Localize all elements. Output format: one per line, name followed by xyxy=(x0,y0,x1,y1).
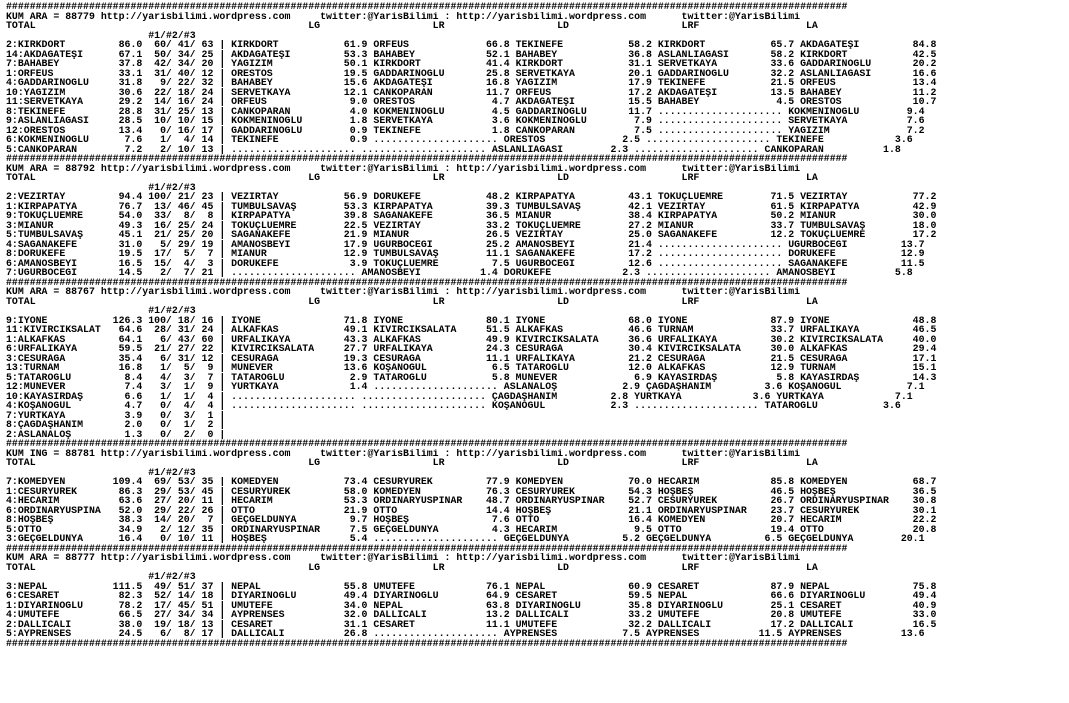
report-line: ############################################################################################################################################## xyxy=(6,439,848,449)
report-line: 13:TURNAM 16.8 1/ 5/ 9 | MÜNEVER 13.6 KOŞANOĞUL 6.5 TATAROĞLU 12.0 ALKAFKAS 12.9 TURNAM 15.1 xyxy=(6,363,937,373)
report-line: 10:KAYASIRDAŞ 6.6 1/ 1/ 4 | ..................... ..................... ÇAĞDAŞHANIM 2.8 YURTKAYA 3.6 YURTKAYA 7.1 xyxy=(6,391,913,401)
report-line: 2:KIRKDÖRT 86.0 60/ 41/ 63 | KIRKDÖRT 61.9 ORFEUS 66.8 TEKİNEFE 58.2 KIRKDÖRT 65.7 AKDAĞATEŞİ 84.8 xyxy=(6,40,937,50)
report-line: #1/#2/#3 xyxy=(6,572,196,582)
report-line: KUM ARA = 88767 http://yarisbilimi.wordpress.com twitter:@YarisBilimi : http://yarisbilimi.wordpress.com twitter:@YarisBilimi xyxy=(6,287,801,297)
report-line: 1:DİYARINOĞLU 78.2 17/ 45/ 51 | UMUTEFE 34.0 NEPAL 63.8 DİYARINOĞLU 35.8 DİYARINOĞLU 25.1 CESARET 40.9 xyxy=(6,600,937,610)
report-line: 7:BAHABEY 37.8 42/ 34/ 20 | YAĞIZIM 50.1 KIRKDÖRT 41.4 KIRKDÖRT 31.1 SERVETKAYA 33.6 GADDARINOĞLU 20.2 xyxy=(6,59,937,69)
report-line: 6:AMANOSBEYİ 16.5 15/ 4/ 3 | DORUKEFE 3.9 TOKUÇLUEMRE 7.5 UĞURBÖCEĞİ 12.6 ..................... SAĞANAKEFE 11.5 xyxy=(6,258,925,268)
report-line: 12:MÜNEVER 7.4 3/ 1/ 9 | YURTKAYA 1.4 ..................... ASLANALOŞ 2.9 ÇAĞDAŞHANIM 3.6 KOŞANOĞUL 7.1 xyxy=(6,382,925,392)
report-line: 14:AKDAĞATEŞİ 67.1 50/ 34/ 25 | AKDAĞATEŞİ 53.3 BAHABEY 52.1 BAHABEY 36.8 ASLANLIAĞASI 58.2 KIRKDÖRT 42.5 xyxy=(6,49,937,59)
report-line: 6:KÖKMENİNOĞLU 7.6 1/ 4/ 14 | TEKİNEFE 0.9 ..................... ORESTOS 2.5 ..................... TEKİNEFE 3.6 xyxy=(6,135,913,145)
report-line: TOTAL LG LR LD LRF LA xyxy=(6,562,818,572)
report-line: TOTAL LG LR LD LRF LA xyxy=(6,173,818,183)
report-line: 4:SAĞANAKEFE 31.0 5/ 29/ 19 | AMANOSBEYİ 17.9 UĞURBÖCEĞİ 25.2 AMANOSBEYİ 21.4 ..................... UĞURBÖCEĞİ 13.7 xyxy=(6,239,925,249)
report-line: ############################################################################################################################################## xyxy=(6,277,848,287)
report-line: 4:UMUTEFE 66.5 27/ 34/ 34 | AYPRENSES 32.0 DALLICALI 13.2 DALLICALI 33.2 UMUTEFE 20.8 UMUTEFE 33.0 xyxy=(6,610,937,620)
report-line: 1:KIRPAPATYA 76.7 13/ 46/ 45 | TUMBULSAVAŞ 53.3 KIRPAPATYA 39.3 TUMBULSAVAŞ 42.1 VEZİRTAY 61.5 KIRPAPATYA 42.9 xyxy=(6,201,937,211)
report-line: 6:CESARET 82.3 52/ 14/ 18 | DİYARINOĞLU 49.4 DİYARINOĞLU 64.9 CESARET 59.5 NEPAL 66.6 DİYARINOĞLU 49.4 xyxy=(6,591,937,601)
report-line: 8:ÇAĞDAŞHANIM 2.0 0/ 1/ 2 | xyxy=(6,420,232,430)
report-line: TOTAL LG LR LD LRF LA xyxy=(6,458,818,468)
report-line: 4:GADDARINOĞLU 31.8 9/ 22/ 32 | BAHABEY 15.6 AKDAĞATEŞİ 16.8 YAĞIZIM 17.9 TEKİNEFE 21.5 ORFEUS 13.4 xyxy=(6,78,937,88)
report-line: 3:MİANUR 49.3 16/ 25/ 24 | TOKUÇLUEMRE 22.5 VEZİRTAY 33.2 TOKUÇLUEMRE 27.2 MİANUR 33.7 TUMBULSAVAŞ 18.0 xyxy=(6,220,937,230)
report-line: TOTAL LG LR LD LRF LA xyxy=(6,296,818,306)
report-line: 2:ASLANALOŞ 1.3 0/ 2/ 0 | xyxy=(6,429,232,439)
report-line: 6:URFALIKAYA 59.5 21/ 27/ 22 | KIVIRCIKSALATA 27.7 URFALIKAYA 24.3 CESURAĞA 30.4 KIVIRCIKSALATA 30.0 ALKAFKAS 29.4 xyxy=(6,344,937,354)
report-line: 1:ALKAFKAS 64.1 6/ 43/ 60 | URFALIKAYA 43.3 ALKAFKAS 49.9 KIVIRCIKSALATA 36.6 URFALIKAYA 30.2 KIVIRCIKSALATA 40.0 xyxy=(6,334,937,344)
report-line: KUM ARA = 88777 http://yarisbilimi.wordpress.com twitter:@YarisBilimi : http://yarisbilimi.wordpress.com twitter:@YarisBilimi xyxy=(6,553,801,563)
report-line: #1/#2/#3 xyxy=(6,306,196,316)
report-line: 1:CESURYÜREK 86.3 29/ 53/ 45 | CESURYÜREK 58.0 KOMEDYEN 76.3 CESURYÜREK 54.3 HOŞBEŞ 46.5 HOŞBEŞ 36.5 xyxy=(6,486,937,496)
report-line: 2:VEZİRTAY 94.4 100/ 21/ 23 | VEZİRTAY 56.9 DORUKEFE 48.2 KIRPAPATYA 43.1 TOKUÇLUEMRE 71.5 VEZİRTAY 77.2 xyxy=(6,192,937,202)
report-line: ############################################################################################################################################## xyxy=(6,638,848,648)
report-line: 5:AYPRENSES 24.5 6/ 8/ 17 | DALLICALI 26.8 ..................... AYPRENSES 7.5 AYPRENSES 11.5 AYPRENSES 13.6 xyxy=(6,629,925,639)
report-line: 3:CESURAĞA 35.4 6/ 31/ 12 | CESURAĞA 19.3 CESURAĞA 11.1 URFALIKAYA 21.2 CESURAĞA 21.5 CESURAĞA 17.1 xyxy=(6,353,937,363)
report-line: 7:YURTKAYA 3.9 0/ 3/ 1 | xyxy=(6,410,232,420)
report-line: 7:UĞURBÖCEĞİ 14.5 2/ 7/ 21 | ..................... AMANOSBEYİ 1.4 DORUKEFE 2.3 ..................... AMANOSBEYİ 5.8 xyxy=(6,268,913,278)
report-line: 4:KOŞANOĞUL 4.7 0/ 4/ 4 | ..................... ..................... KOŞANOĞUL 2.3 ..................... TATAROĞLU 3.6 xyxy=(6,401,901,411)
report-line: 2:DALLICALI 38.0 19/ 18/ 13 | CESARET 31.1 CESARET 11.1 UMUTEFE 32.2 DALLICALI 17.2 DALLICALI 16.5 xyxy=(6,619,937,629)
report-line: 8:TEKİNEFE 28.8 31/ 25/ 13 | CANKOPARAN 4.0 KÖKMENİNOĞLU 4.5 GADDARINOĞLU 11.7 ..................... KÖKMENİNOĞLU 9.4 xyxy=(6,106,925,116)
report-line: 11:KIVIRCIKSALAT 64.6 28/ 31/ 24 | ALKAFKAS 49.1 KIVIRCIKSALATA 51.5 ALKAFKAS 46.6 TURNAM 33.7 URFALIKAYA 46.5 xyxy=(6,325,937,335)
report-line: 11:SERVETKAYA 29.2 14/ 16/ 24 | ORFEUS 9.0 ORESTOS 4.7 AKDAĞATEŞİ 15.5 BAHABEY 4.5 ORESTOS 10.7 xyxy=(6,97,937,107)
report-line: 9:ASLANLIAĞASI 28.5 10/ 10/ 15 | KÖKMENİNOĞLU 1.8 SERVETKAYA 3.6 KÖKMENİNOĞLU 7.9 ..................... SERVETKAYA 7.6 xyxy=(6,116,925,126)
report-line: 5:OTTO 34.9 2/ 12/ 35 | ORDİNARYÜSPINAR 7.5 GEÇGELDÜNYA 4.3 HECARİM 9.5 OTTO 19.4 OTTO 20.8 xyxy=(6,524,937,534)
report-line: 12:ORESTOS 13.4 0/ 16/ 17 | GADDARINOĞLU 0.9 TEKİNEFE 1.8 CANKOPARAN 7.5 ..................... YAĞIZIM 7.2 xyxy=(6,125,925,135)
report-line: #1/#2/#3 xyxy=(6,182,196,192)
report-line: ############################################################################################################################################## xyxy=(6,154,848,164)
report-line: 10:YAĞIZIM 30.6 22/ 18/ 24 | SERVETKAYA 12.1 CANKOPARAN 11.7 ORFEUS 17.2 AKDAĞATEŞİ 13.5 BAHABEY 11.2 xyxy=(6,87,937,97)
report-line: KUM ARA = 88792 http://yarisbilimi.wordpress.com twitter:@YarisBilimi : http://yarisbilimi.wordpress.com twitter:@YarisBilimi xyxy=(6,163,801,173)
report-line: 1:ORFEUS 33.1 31/ 40/ 12 | ORESTOS 19.5 GADDARINOĞLU 25.8 SERVETKAYA 20.1 GADDARINOĞLU 32.2 ASLANLIAĞASI 16.6 xyxy=(6,68,937,78)
report-line: #1/#2/#3 xyxy=(6,30,196,40)
report-line: KUM ARA = 88779 http://yarisbilimi.wordpress.com twitter:@YarisBilimi : http://yarisbilimi.wordpress.com twitter:@YarisBilimi xyxy=(6,11,801,21)
report-line: 6:ORDİNARYÜSPINA 52.0 29/ 22/ 26 | OTTO 21.9 OTTO 14.4 HOŞBEŞ 21.1 ORDİNARYÜSPINAR 23.7 CESURYÜREK 30.1 xyxy=(6,505,937,515)
report-line: 3:GEÇGELDÜNYA 16.4 0/ 10/ 11 | HOŞBEŞ 5.4 ..................... GEÇGELDÜNYA 5.2 GEÇGELDÜNYA 6.5 GEÇGELDÜNYA 20.1 xyxy=(6,534,925,544)
report-line: 8:DORUKEFE 19.5 17/ 5/ 7 | MİANUR 12.9 TUMBULSAVAŞ 11.1 SAĞANAKEFE 17.2 ..................... DORUKEFE 12.9 xyxy=(6,249,925,259)
report-line: 4:HECARİM 63.6 27/ 20/ 11 | HECARİM 53.3 ORDİNARYÜSPINAR 48.7 ORDİNARYÜSPINAR 52.7 CESURYÜREK 26.7 ORDİNARYÜSPINAR 30.8 xyxy=(6,496,937,506)
report-line: 5:TATAROĞLU 8.4 4/ 3/ 7 | TATAROĞLU 2.9 TATAROĞLU 5.8 MÜNEVER 6.9 KAYASIRDAŞ 5.8 KAYASIRDAŞ 14.3 xyxy=(6,372,937,382)
report-line: 9:TOKUÇLUEMRE 54.0 33/ 8/ 8 | KIRPAPATYA 39.8 SAĞANAKEFE 36.5 MİANUR 38.4 KIRPAPATYA 50.2 MİANUR 30.0 xyxy=(6,211,937,221)
report-line: 3:NEPAL 111.5 49/ 51/ 37 | NEPAL 55.8 UMUTEFE 76.1 NEPAL 60.9 CESARET 87.9 NEPAL 75.8 xyxy=(6,581,937,591)
report-line: 5:CANKOPARAN 7.2 2/ 10/ 13 | ..................... ..................... ASLANLIAĞASI 2.3 ..................... CANKOPARAN 1.8 xyxy=(6,144,901,154)
report-line: KUM ING = 88781 http://yarisbilimi.wordpress.com twitter:@YarisBilimi : http://yarisbilimi.wordpress.com twitter:@YarisBilimi xyxy=(6,448,801,458)
report-line: 5:TUMBULSAVAŞ 45.1 21/ 25/ 20 | SAĞANAKEFE 21.9 MİANUR 26.5 VEZİRTAY 25.0 SAĞANAKEFE 12.2 TOKUÇLUEMRE 17.2 xyxy=(6,230,937,240)
report-line: 7:KOMEDYEN 109.4 69/ 53/ 35 | KOMEDYEN 73.4 CESURYÜREK 77.9 KOMEDYEN 70.0 HECARİM 85.8 KOMEDYEN 68.7 xyxy=(6,477,937,487)
report-line: ############################################################################################################################################## xyxy=(6,2,848,12)
report-line: 8:HOŞBEŞ 38.3 14/ 20/ 7 | GEÇGELDÜNYA 9.7 HOŞBEŞ 7.6 OTTO 16.4 KOMEDYEN 20.7 HECARİM 22.2 xyxy=(6,515,937,525)
report-line: TOTAL LG LR LD LRF LA xyxy=(6,21,818,31)
report-line: #1/#2/#3 xyxy=(6,467,196,477)
report-line: 9:İYONE 126.3 100/ 18/ 16 | İYONE 71.8 İYONE 80.1 İYONE 68.0 İYONE 87.9 İYONE 48.8 xyxy=(6,315,937,325)
report-line: ############################################################################################################################################## xyxy=(6,543,848,553)
